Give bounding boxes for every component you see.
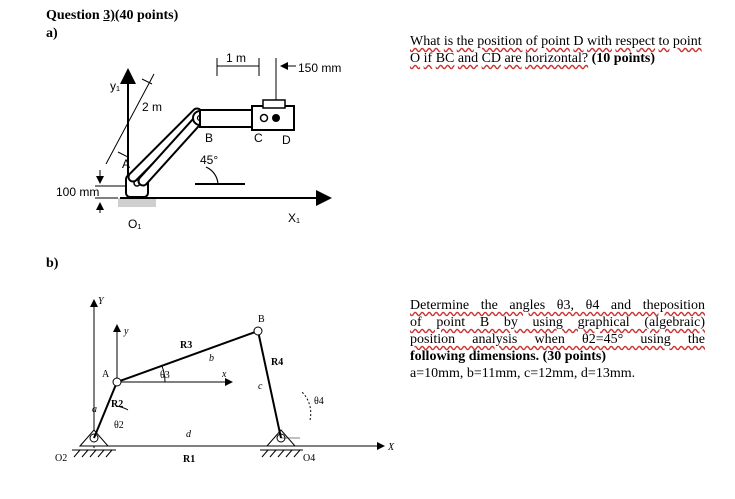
part-b-line-3: position analysis when θ2=45° using the [410, 332, 705, 347]
label-X: X [388, 442, 395, 453]
origin-o1: O₁ [128, 217, 142, 231]
axis-y1: y₁ [110, 79, 121, 93]
question-prefix: Question [46, 8, 104, 23]
link-r3 [117, 331, 258, 382]
point-b: B [205, 131, 214, 145]
point-c: C [254, 131, 263, 145]
question-number: 3) [103, 8, 115, 23]
link-length: 2 m [142, 100, 163, 114]
question-points: (40 points) [114, 8, 179, 23]
label-c: c [258, 381, 263, 392]
label-R1: R1 [183, 454, 196, 465]
label-R3: R3 [180, 340, 193, 351]
label-B: B [258, 314, 265, 325]
part-b-line-5: a=10mm, b=11mm, c=12mm, d=13mm. [410, 366, 636, 381]
label-R4: R4 [271, 357, 284, 368]
part-b-label: b) [46, 256, 59, 271]
label-theta3: θ3 [160, 370, 170, 381]
part-b-line-4: following dimensions. (30 points) [410, 349, 607, 364]
joint-a [113, 378, 121, 386]
label-theta4: θ4 [314, 396, 324, 407]
ground-o2 [72, 430, 116, 457]
label-O4: O4 [303, 453, 316, 464]
part-a-label: a) [46, 26, 58, 41]
label-y: y [124, 326, 129, 337]
label-theta2: θ2 [114, 420, 124, 431]
label-A: A [102, 369, 110, 380]
dim-150mm: 150 mm [298, 61, 342, 75]
joint-b [254, 327, 262, 335]
label-R2: R2 [111, 399, 124, 410]
point-d: D [282, 133, 291, 147]
ground-o4 [260, 430, 303, 457]
axis-x1: X₁ [288, 211, 301, 225]
angle-45: 45° [200, 153, 219, 167]
label-b: b [209, 353, 214, 364]
part-b-line-1: Determine the angles θ3, θ4 and theposition [410, 298, 705, 313]
label-O2: O2 [55, 453, 68, 464]
label-d: d [186, 429, 191, 440]
dim-100mm: 100 mm [56, 185, 100, 199]
part-a-question: What is the position of point D with respect to point O if BC and CD are horizontal? (10 points) [410, 34, 702, 66]
dim-1m: 1 m [226, 51, 247, 65]
label-Y: Y [98, 296, 104, 307]
label-x: x [222, 369, 227, 380]
part-b-line-2: of point B by using graphical (algebraic) [410, 315, 705, 330]
label-a: a [92, 404, 97, 415]
point-a: A [122, 157, 131, 171]
